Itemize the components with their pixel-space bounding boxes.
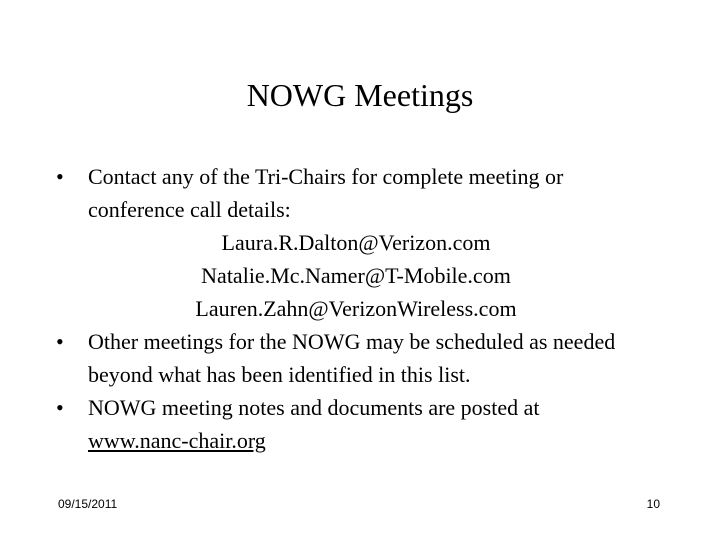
slide-title: NOWG Meetings (246, 77, 474, 113)
bullet-item-contact (56, 160, 656, 325)
bullet-icon: • (56, 329, 64, 354)
contact-email-2: Natalie.Mc.Namer@T-Mobile.com (201, 263, 511, 288)
slide-body (56, 160, 656, 457)
bullet-text: NOWG meeting notes and documents are posted at (88, 395, 540, 420)
contact-email-3: Lauren.Zahn@VerizonWireless.com (195, 296, 517, 321)
bullet-icon: • (56, 164, 64, 189)
bullet-icon: • (56, 395, 64, 420)
footer-date: 09/15/2011 (58, 497, 118, 511)
bullet-text: Other meetings for the NOWG may be scheduled as needed beyond what has been identified in this list. (88, 329, 616, 387)
contact-email-1: Laura.R.Dalton@Verizon.com (221, 230, 491, 255)
bullet-text: Contact any of the Tri-Chairs for complete meeting or conference call details: (88, 164, 564, 222)
bullet-item-other-meetings (56, 325, 656, 391)
bullet-item-notes (56, 391, 656, 457)
page-number: 10 (646, 497, 660, 511)
nanc-chair-link[interactable]: www.nanc-chair.org (88, 428, 266, 453)
